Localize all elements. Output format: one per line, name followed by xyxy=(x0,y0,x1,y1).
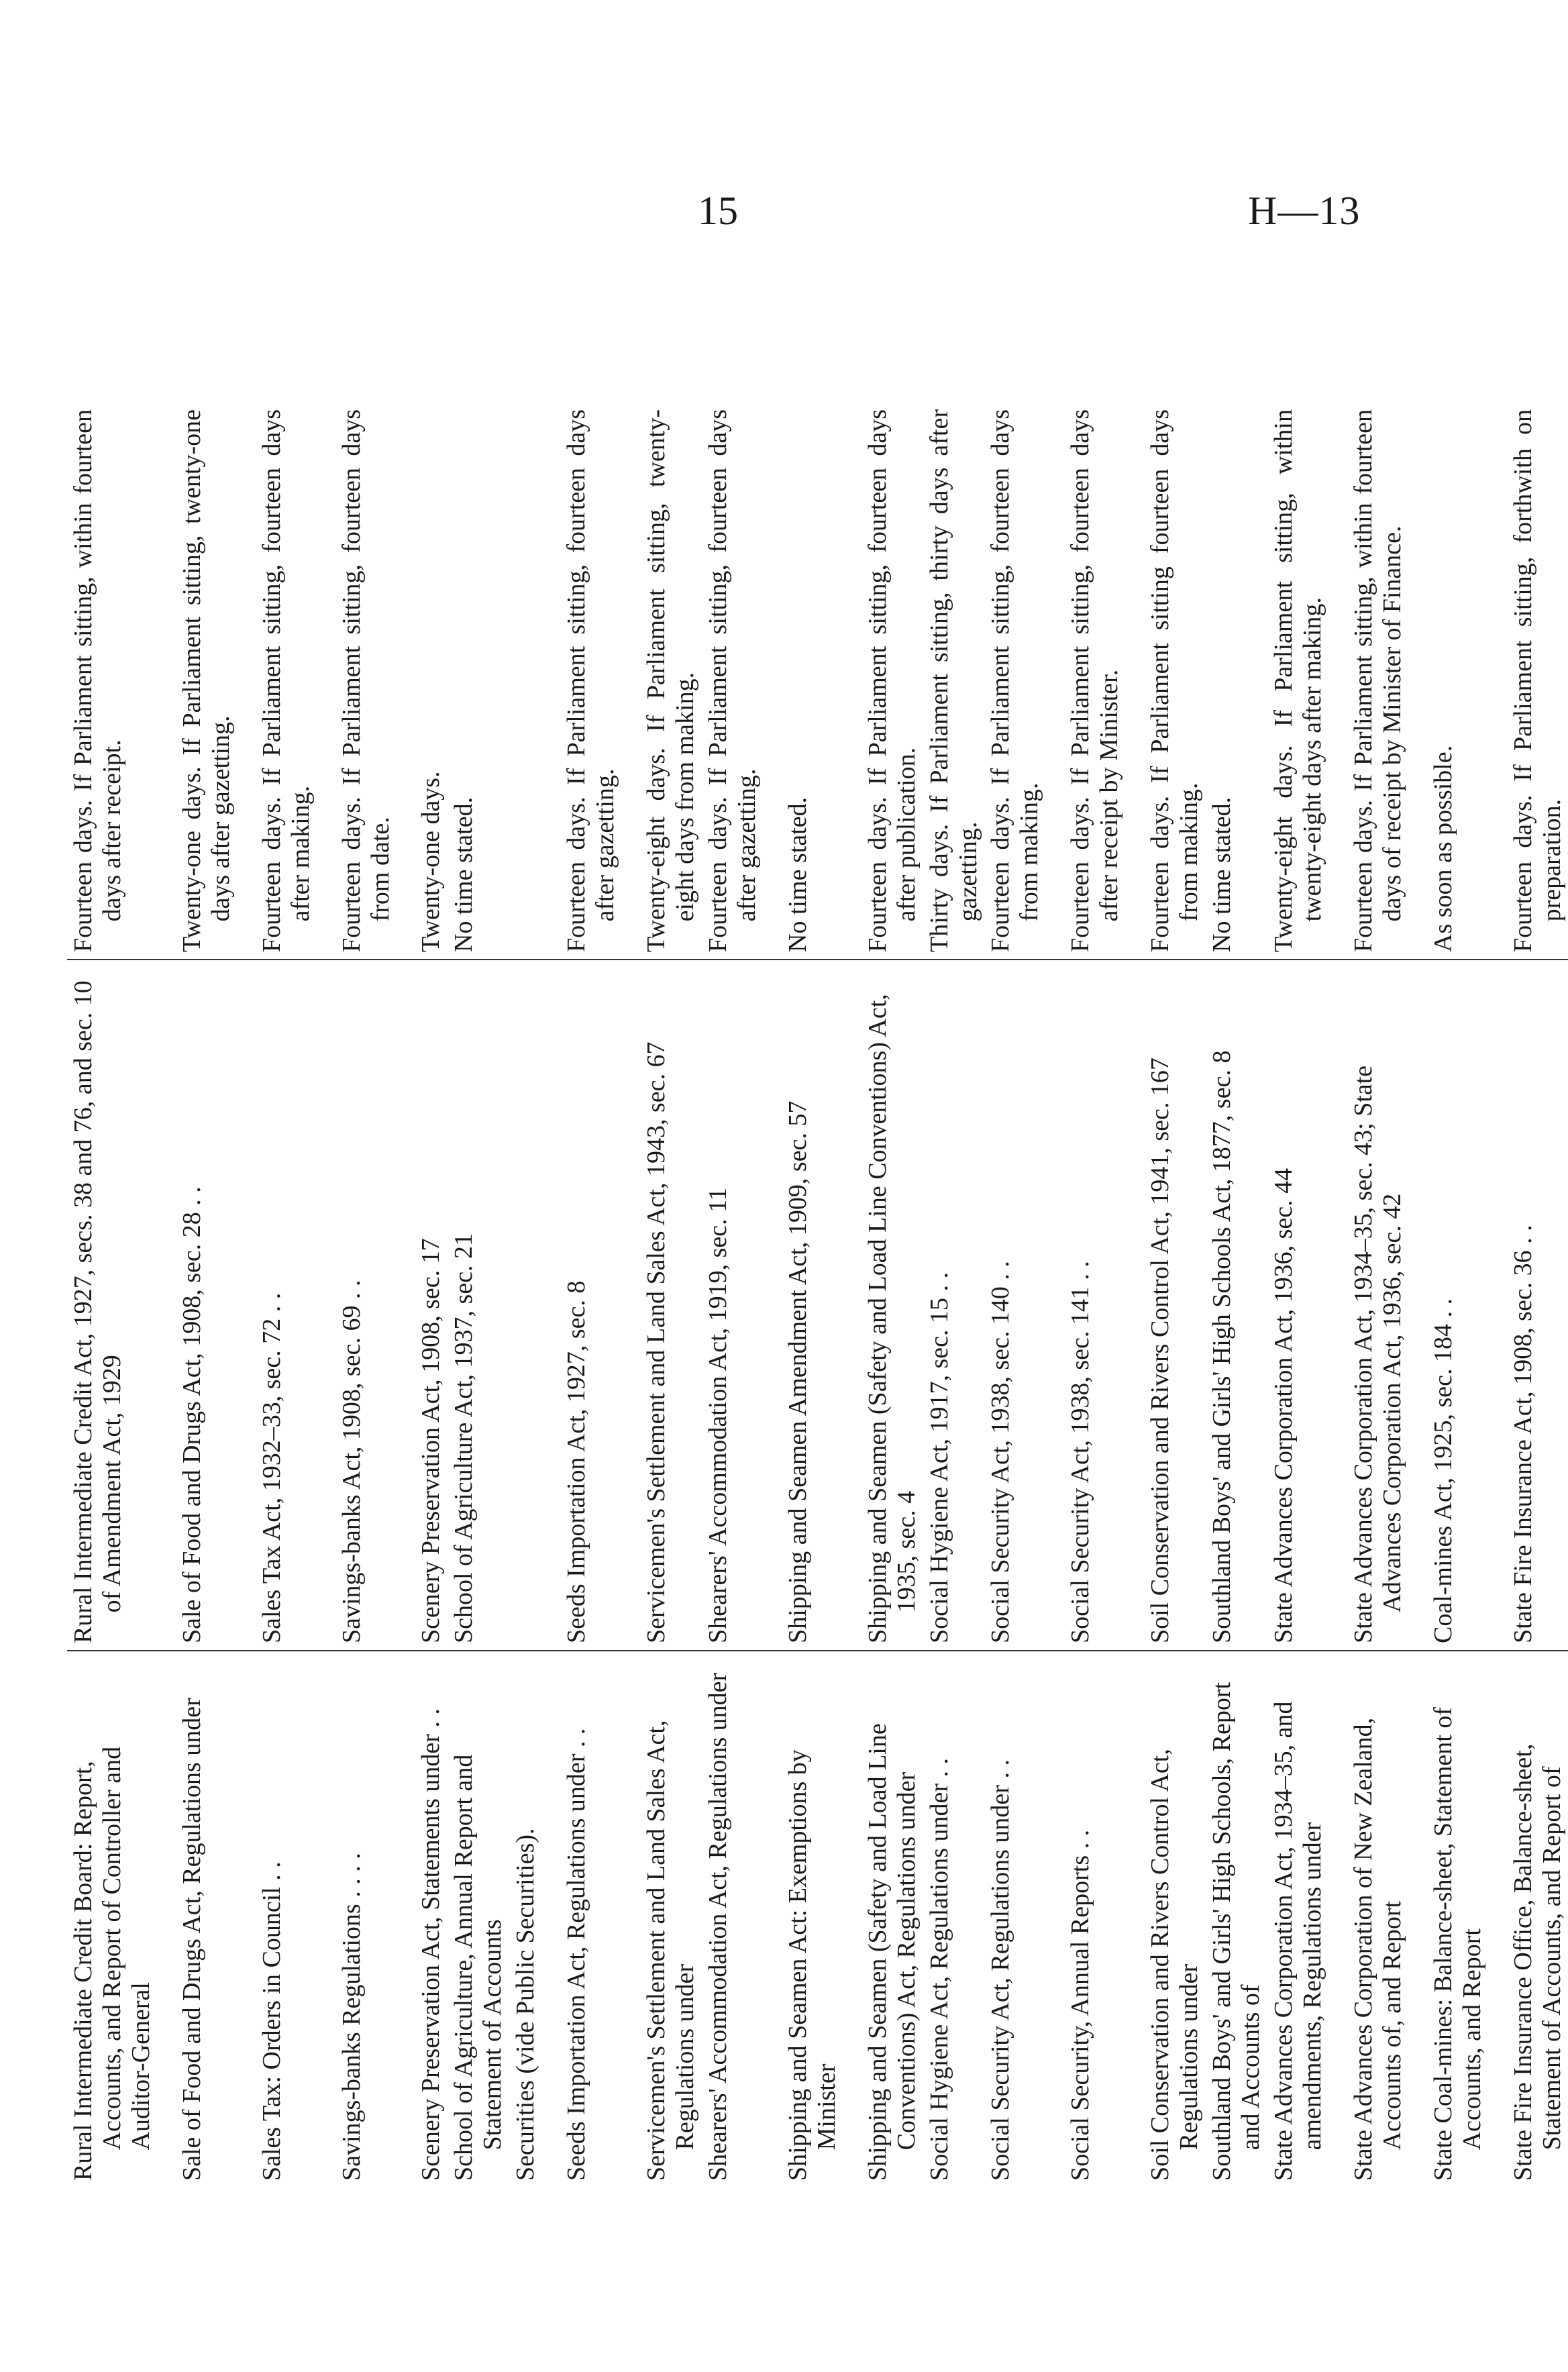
time-cell xyxy=(542,403,622,960)
table-row xyxy=(317,403,397,2187)
time-cell-text: Thirty days. If Parliament sitting, thirty days after gazetting. xyxy=(925,409,982,952)
table-row xyxy=(702,403,764,2187)
authority-cell xyxy=(1489,960,1568,1651)
subject-cell-text: State Advances Corporation of New Zealand, Accounts of, and Report xyxy=(1349,1717,1406,2181)
time-cell-text: No time stated. xyxy=(450,796,478,952)
time-cell-text: Fourteen days. If Parliament sitting fourteen days from making. xyxy=(1146,409,1204,952)
subject-cell xyxy=(1126,1651,1206,2187)
authority-cell xyxy=(1267,960,1329,1651)
time-cell xyxy=(622,403,702,960)
time-cell-text: Fourteen days. If Parliament sitting, fourteen days after gazetting. xyxy=(562,409,620,952)
authority-cell-text: Shipping and Seamen (Safety and Load Line Conventions) Act, 1935, sec. 4 xyxy=(863,994,921,1643)
subject-cell-text: School of Agriculture, Annual Report and Statement of Accounts xyxy=(450,1754,507,2181)
time-cell-text: Fourteen days. If Parliament sitting, fourteen days after receipt by Minister. xyxy=(1066,409,1124,952)
authority-cell-text: Shipping and Seamen Amendment Act, 1909, sec. 57 xyxy=(783,1100,812,1643)
authority-cell-text: School of Agriculture Act, 1937, sec. 21 xyxy=(450,1233,478,1643)
table-row xyxy=(158,403,238,2187)
subject-cell-text: Rural Intermediate Credit Board: Report, Accounts, and Report of Controller and Auditor-General xyxy=(69,1746,155,2181)
subject-cell xyxy=(923,1651,985,2187)
time-cell xyxy=(1046,403,1126,960)
subject-cell xyxy=(397,1651,448,2187)
time-cell-text: As soon as possible. xyxy=(1428,745,1457,952)
table-row xyxy=(1267,403,1329,2187)
subject-cell-text: Securities (vide Public Securities). xyxy=(511,1828,540,2181)
subject-cell-text: State Advances Corporation Act, 1934–35, and amendments, Regulations under xyxy=(1269,1701,1326,2181)
page-number: 15 xyxy=(698,189,738,233)
time-cell xyxy=(1206,403,1267,960)
subject-cell-text: Southland Boys' and Girls' High Schools, Report and Accounts of xyxy=(1208,1682,1265,2181)
time-cell xyxy=(984,403,1046,960)
authority-cell xyxy=(1046,960,1126,1651)
authority-cell-text: Sales Tax Act, 1932–33, sec. 72 . . xyxy=(257,1292,286,1643)
authority-cell-text: State Advances Corporation Act, 1936, sec. 44 xyxy=(1269,1168,1298,1643)
authority-cell-text: Servicemen's Settlement and Land Sales Act, 1943, sec. 67 xyxy=(642,1041,671,1643)
subject-cell-text: Servicemen's Settlement and Land Sales Act, Regulations under xyxy=(642,1720,699,2181)
authority-cell xyxy=(1409,960,1489,1651)
time-cell-text: Fourteen days. If Parliament sitting, fourteen days from making. xyxy=(986,409,1044,952)
time-cell xyxy=(1329,403,1409,960)
rotated-table-container xyxy=(67,403,1566,2187)
subject-cell xyxy=(843,1651,923,2187)
subject-cell xyxy=(67,1651,158,2187)
authority-cell xyxy=(317,960,397,1651)
subject-cell xyxy=(1329,1651,1409,2187)
authority-cell-text: Savings-banks Act, 1908, sec. 69 . . xyxy=(337,1280,366,1643)
time-cell-text: No time stated. xyxy=(783,796,812,952)
authority-cell-text: Southland Boys' and Girls' High Schools Act, 1877, sec. 8 xyxy=(1208,1050,1237,1643)
table-row xyxy=(1489,403,1568,2187)
authority-cell xyxy=(702,960,764,1651)
time-cell-text: No time stated. xyxy=(1208,796,1237,952)
authority-cell xyxy=(238,960,317,1651)
subject-cell xyxy=(317,1651,397,2187)
time-cell xyxy=(238,403,317,960)
authority-cell-text: Social Security Act, 1938, sec. 140 . . xyxy=(986,1261,1015,1643)
table-body xyxy=(67,403,1568,2187)
authority-cell-text: Scenery Preservation Act, 1908, sec. 17 xyxy=(417,1238,446,1643)
table-row xyxy=(238,403,317,2187)
time-cell xyxy=(158,403,238,960)
table-row xyxy=(843,403,923,2187)
table-row xyxy=(509,403,542,2187)
authority-cell xyxy=(1329,960,1409,1651)
time-cell-text: Twenty-one days. xyxy=(417,771,446,952)
authority-cell xyxy=(1126,960,1206,1651)
subject-cell-text: Shearers' Accommodation Act, Regulations under xyxy=(703,1672,732,2181)
time-cell-text: Fourteen days. If Parliament sitting, fourteen days after publication. xyxy=(863,409,921,952)
authority-cell-text: Social Security Act, 1938, sec. 141 . . xyxy=(1066,1261,1095,1643)
authority-cell xyxy=(67,960,158,1651)
subject-cell xyxy=(1206,1651,1267,2187)
authority-cell-text: Social Hygiene Act, 1917, sec. 15 . . xyxy=(925,1272,953,1643)
time-cell xyxy=(509,403,542,960)
authority-cell xyxy=(397,960,448,1651)
authority-cell-text: Sale of Food and Drugs Act, 1908, sec. 28 . . xyxy=(177,1186,206,1643)
authority-cell xyxy=(542,960,622,1651)
subject-cell xyxy=(158,1651,238,2187)
subject-cell-text: Sales Tax: Orders in Council . . xyxy=(257,1861,286,2181)
table-row xyxy=(984,403,1046,2187)
table-row xyxy=(1206,403,1267,2187)
subject-cell-text: Shipping and Seamen Act: Exemptions by Minister xyxy=(783,1749,841,2181)
table-row xyxy=(764,403,843,2187)
authority-cell xyxy=(448,960,509,1651)
subject-cell-text: Soil Conservation and Rivers Control Act, Regulations under xyxy=(1146,1749,1204,2181)
time-cell-text: Fourteen days. If Parliament sitting, within fourteen days of receipt by Minister of Finance. xyxy=(1349,409,1406,952)
time-cell-text: Twenty-eight days. If Parliament sitting, within twenty-eight days after making. xyxy=(1269,409,1326,952)
time-cell xyxy=(923,403,985,960)
authority-cell xyxy=(843,960,923,1651)
time-cell xyxy=(702,403,764,960)
subject-cell xyxy=(509,1651,542,2187)
time-cell-text: Twenty-one days. If Parliament sitting, twenty-one days after gazetting. xyxy=(177,409,235,952)
authority-cell-text: State Fire Insurance Act, 1908, sec. 36 . . xyxy=(1508,1225,1537,1643)
time-cell-text: Fourteen days. If Parliament sitting, fourteen days from date. xyxy=(337,409,395,952)
time-cell xyxy=(1409,403,1489,960)
subject-cell xyxy=(984,1651,1046,2187)
subject-cell-text: Social Security, Annual Reports . . xyxy=(1066,1829,1095,2181)
subject-cell xyxy=(622,1651,702,2187)
authority-cell xyxy=(764,960,843,1651)
subject-cell-text: Social Hygiene Act, Regulations under . . xyxy=(925,1757,953,2181)
subject-cell xyxy=(448,1651,509,2187)
table-row xyxy=(542,403,622,2187)
authority-cell-text: State Advances Corporation Act, 1934–35, sec. 43; State Advances Corporation Act, 1936, sec. 42 xyxy=(1349,1065,1406,1643)
subject-cell xyxy=(1409,1651,1489,2187)
time-cell xyxy=(67,403,158,960)
table-row xyxy=(1126,403,1206,2187)
table-row xyxy=(1409,403,1489,2187)
subject-cell-text: Seeds Importation Act, Regulations under . . xyxy=(562,1728,591,2181)
authority-cell xyxy=(158,960,238,1651)
authority-cell xyxy=(509,960,542,1651)
subject-cell xyxy=(1489,1651,1568,2187)
time-cell xyxy=(397,403,448,960)
authority-cell xyxy=(984,960,1046,1651)
time-cell xyxy=(1489,403,1568,960)
time-cell xyxy=(317,403,397,960)
authority-cell-text: Seeds Importation Act, 1927, sec. 8 xyxy=(562,1280,591,1643)
subject-cell xyxy=(1267,1651,1329,2187)
table-row xyxy=(67,403,158,2187)
subject-cell xyxy=(238,1651,317,2187)
time-cell xyxy=(764,403,843,960)
authority-cell xyxy=(923,960,985,1651)
subject-cell-text: Shipping and Seamen (Safety and Load Line Conventions) Act, Regulations under xyxy=(863,1723,921,2181)
page-reference: H—13 xyxy=(1248,189,1361,233)
subject-cell-text: Savings-banks Regulations . . . . xyxy=(337,1853,366,2181)
subject-cell-text: State Fire Insurance Office, Balance-sheet, Statement of Accounts, and Report of xyxy=(1508,1743,1566,2181)
table-row xyxy=(448,403,509,2187)
time-cell xyxy=(1267,403,1329,960)
time-cell-text: Fourteen days. If Parliament sitting, within fourteen days after receipt. xyxy=(69,409,126,952)
subject-cell-text: Scenery Preservation Act, Statements under . . xyxy=(417,1708,446,2181)
authority-cell-text: Coal-mines Act, 1925, sec. 184 . . xyxy=(1428,1298,1457,1643)
table-row xyxy=(397,403,448,2187)
time-cell-text: Fourteen days. If Parliament sitting, forthwith on preparation. xyxy=(1508,409,1566,952)
subject-cell xyxy=(764,1651,843,2187)
time-cell-text: Fourteen days. If Parliament sitting, fourteen days after gazetting. xyxy=(703,409,761,952)
subject-cell-text: Sale of Food and Drugs Act, Regulations under xyxy=(177,1698,206,2181)
time-cell xyxy=(1126,403,1206,960)
time-cell-text: Fourteen days. If Parliament sitting, fourteen days after making. xyxy=(257,409,315,952)
table-row xyxy=(1046,403,1126,2187)
table-row xyxy=(923,403,985,2187)
authority-cell xyxy=(622,960,702,1651)
table-row xyxy=(622,403,702,2187)
subject-cell-text: Social Security Act, Regulations under . . xyxy=(986,1759,1015,2181)
time-cell-text: Twenty-eight days. If Parliament sitting, twenty-eight days from making. xyxy=(642,409,699,952)
subject-cell xyxy=(542,1651,622,2187)
authority-cell-text: Rural Intermediate Credit Act, 1927, secs. 38 and 76, and sec. 10 of Amendment Act, 1929 xyxy=(69,980,126,1643)
authority-cell-text: Shearers' Accommodation Act, 1919, sec. 11 xyxy=(703,1188,732,1643)
subject-cell xyxy=(1046,1651,1126,2187)
authority-cell xyxy=(1206,960,1267,1651)
subject-cell xyxy=(702,1651,764,2187)
subject-cell-text: State Coal-mines: Balance-sheet, Statement of Accounts, and Report xyxy=(1428,1707,1486,2181)
time-cell xyxy=(448,403,509,960)
table-row xyxy=(1329,403,1409,2187)
time-cell xyxy=(843,403,923,960)
authority-cell-text: Soil Conservation and Rivers Control Act, 1941, sec. 167 xyxy=(1146,1058,1175,1643)
regulations-table xyxy=(67,403,1568,2187)
